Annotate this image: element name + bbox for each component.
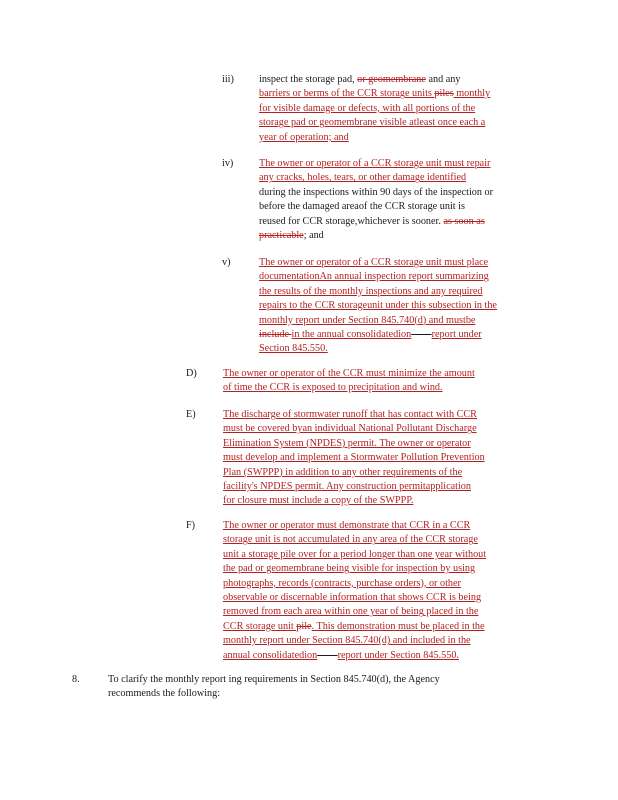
item-marker: D) [186,368,197,379]
item-body [223,408,536,509]
inserted-text: unit a storage pile over for a period longer than one year without [223,548,487,560]
item-marker: iv) [222,158,234,169]
text-line [223,562,536,576]
text-line [259,229,535,243]
inserted-text: for closure must include a copy of the SWPPP. [223,495,414,507]
text-line [223,381,536,395]
inserted-text: photographs, records (contracts, purchase orders), or other [223,577,461,589]
inserted-text: Elimination System (NPDES) permit. The owner or operator [223,437,471,449]
text-line [223,519,536,533]
inserted-text: monthly report under Section 845.740(d) and included in the [223,635,471,647]
inserted-text: Section 845.550. [259,343,328,355]
inserted-text: facility's NPDES permit. Any construction permitapplication [223,481,471,493]
text-line [259,328,535,342]
text-line [223,367,536,381]
text-line [223,533,536,547]
inserted-text: the results of the monthly inspections and any required [259,285,483,297]
deleted-text: practicable [259,230,304,242]
deleted-text: piles [434,88,454,100]
inserted-text: removed from each area within one year of being placed in the [223,606,479,618]
deleted-text: pile [296,620,312,632]
inserted-text: documentationAn annual inspection report summarizing [259,271,489,283]
inserted-text: the pad or geomembrane being visible for inspection by using [223,563,476,575]
inserted-text: report under Section 845.550. [337,649,459,661]
text-line [223,605,536,619]
text-line [259,299,535,313]
inserted-text: of time the CCR is exposed to precipitation and wind. [223,382,443,394]
text-line [223,451,536,465]
text-line [259,314,535,328]
text-line [259,157,535,171]
text-line [223,591,536,605]
text-line [259,270,535,284]
item-body [223,519,536,663]
text-line [259,342,535,356]
inserted-text: . This demonstration must be placed in the [311,620,485,632]
item-marker: E) [186,409,196,420]
inserted-text: must be covered byan individual National Pollutant Discharge [223,423,477,435]
text-run: reused for CCR storage,whichever is sooner. [259,215,444,227]
text-line [223,480,536,494]
inserted-text: monthly [453,88,491,100]
text-line [223,408,536,422]
inserted-text: barriers or berms of the CCR storage units [259,88,435,100]
inserted-text: monthly report under Section 845.740(d) and mustbe [259,314,476,326]
text-line [259,200,535,214]
text-line [259,186,535,200]
inserted-text: The owner or operator must demonstrate that CCR in a CCR [223,520,471,531]
text-line [223,548,536,562]
text-line [223,494,536,508]
inserted-text: The owner or operator of a CCR storage unit must place [259,257,489,268]
text-run: recommends the following: [108,688,221,700]
text-line [108,687,536,701]
text-run: and any [425,74,461,85]
paragraph-marker: 8. [72,674,80,685]
text-line [223,577,536,591]
item-marker: iii) [222,74,234,85]
text-run: ; and [303,230,324,242]
inserted-text: repairs to the CCR storageunit under this subsection in the [259,300,497,312]
item-body [259,73,531,145]
item-body [259,157,535,243]
text-run: before the damaged areaof the CCR storage unit is [259,201,465,213]
item-body [223,367,536,396]
inserted-text: storage unit is not accumulated in any area of the CCR storage [223,534,478,546]
text-line [259,87,531,101]
text-line [223,634,536,648]
deleted-text: include [259,329,292,341]
inserted-text: for visible damage or defects, with all portions of the [259,102,476,114]
inserted-text: in the annual consolidatedion [291,329,412,341]
inserted-text: Plan (SWPPP) in addition to any other requirements of the [223,466,463,478]
inserted-text: annual consolidatedion [223,649,318,661]
text-run: inspect the storage pad, [259,74,358,85]
item-body [259,256,535,357]
text-run: during the inspections within 90 days of the inspection or [259,186,493,198]
inserted-text: storage pad or geomembrane visible atleast once each a [259,117,486,129]
text-line [259,171,535,185]
inserted-text: The owner or operator of the CCR must minimize the amount [223,368,475,379]
inserted-text: must develop and implement a Stormwater Pollution Prevention [223,452,485,464]
inserted-text: any cracks, holes, tears, or other damage identified [259,172,467,184]
text-line [108,673,536,687]
text-line [223,437,536,451]
text-line [259,215,535,229]
text-run: To clarify the monthly report ing requirements in Section 845.740(d), the Agency [108,674,440,685]
text-line [259,116,531,130]
struck-rule [317,650,337,661]
text-line [223,649,536,663]
text-line [259,102,531,116]
text-line [223,466,536,480]
inserted-text: The discharge of stormwater runoff that has contact with CCR [223,409,477,420]
text-line [259,285,535,299]
text-line [259,73,531,87]
inserted-text: year of operation; and [259,131,349,143]
inserted-text: observable or discernable information that shows CCR is being [223,592,482,604]
item-marker: F) [186,520,196,531]
text-line [223,422,536,436]
text-line [259,131,531,145]
inserted-text: The owner or operator of a CCR storage unit must repair [259,158,491,169]
deleted-text: or geomembrane [357,74,426,85]
inserted-text: report under [431,329,482,341]
struck-rule [411,329,431,340]
deleted-text: as soon as [443,215,485,227]
text-line [223,620,536,634]
inserted-text: CCR storage unit [223,620,297,632]
paragraph-body [108,673,536,702]
item-marker: v) [222,257,231,268]
text-line [259,256,535,270]
